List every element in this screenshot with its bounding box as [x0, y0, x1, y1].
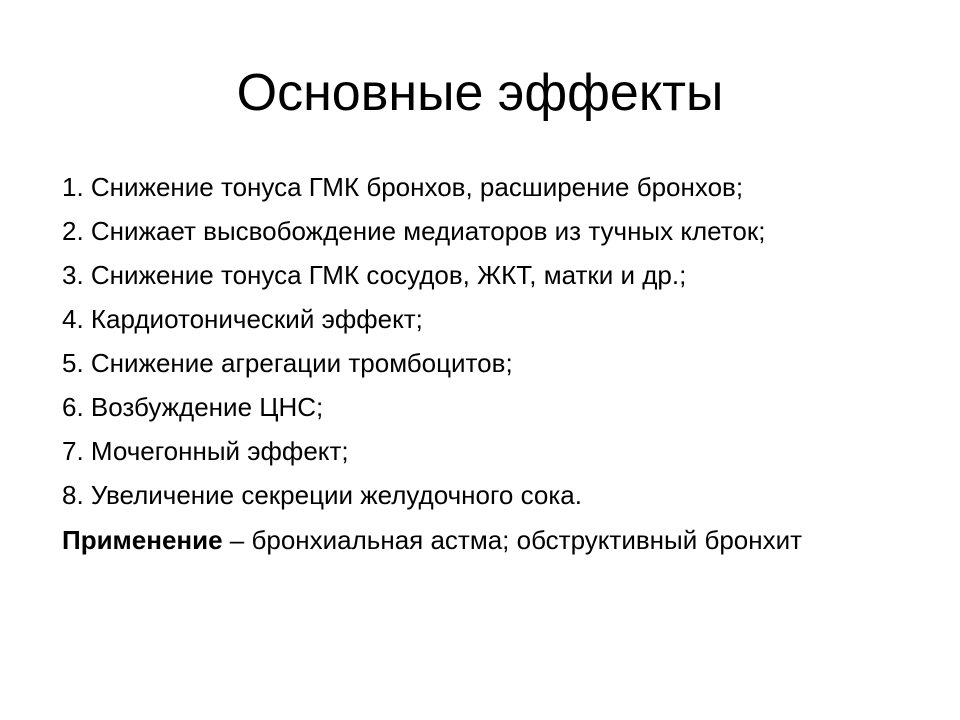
effect-item-3: 3. Снижение тонуса ГМК сосудов, ЖКТ, матки и др.;: [62, 260, 687, 290]
effect-item-4: 4. Кардиотонический эффект;: [62, 304, 423, 334]
effect-item-5: 5. Снижение агрегации тромбоцитов;: [62, 348, 513, 378]
slide-title: Основные эффекты: [236, 64, 724, 122]
usage-text: – бронхиальная астма; обструктивный бронхит: [222, 525, 803, 555]
effect-item-6: 6. Возбуждение ЦНС;: [62, 392, 324, 422]
effect-item-7: 7. Мочегонный эффект;: [62, 436, 349, 466]
slide-content: [62, 172, 900, 557]
effect-item-2: 2. Снижает высвобождение медиаторов из тучных клеток;: [62, 216, 766, 246]
usage-paragraph: [62, 524, 900, 557]
usage-label: Применение: [62, 525, 223, 555]
effect-item-1: 1. Снижение тонуса ГМК бронхов, расширение бронхов;: [62, 172, 744, 202]
effect-item-8: 8. Увеличение секреции желудочного сока.: [62, 480, 582, 510]
